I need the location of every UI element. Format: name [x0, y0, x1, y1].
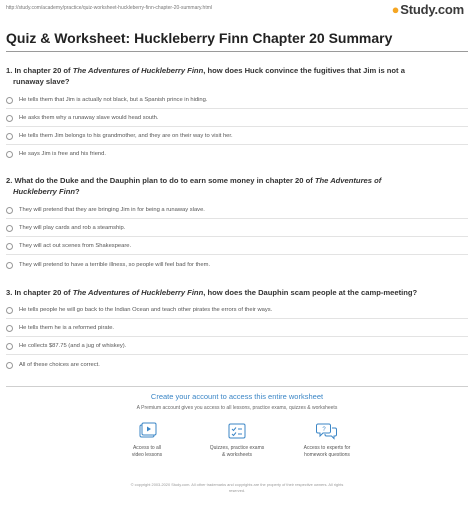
title-divider — [6, 51, 468, 52]
q3-option-1[interactable] — [6, 304, 466, 316]
feature-caption-line2: homework questions — [304, 451, 350, 458]
question-3-suffix: , how does the Dauphin scam people at the camp-meeting? — [203, 288, 418, 297]
radio-button[interactable] — [6, 262, 13, 269]
option-text: They will pretend to have a terrible illness, so people will feel bad for them. — [19, 262, 211, 268]
question-1-book-title: The Adventures of Huckleberry Finn — [72, 66, 204, 75]
option-text: He tells them that Jim is actually not black, but a Spanish prince in hiding. — [19, 97, 208, 103]
question-2-book-title-part1: The Adventures of — [314, 176, 382, 185]
chat-icon — [315, 420, 339, 442]
quiz-icon — [226, 420, 248, 442]
radio-button[interactable] — [6, 343, 13, 350]
footer-line1: © copyright 2003-2020 Study.com. All other trademarks and copyrights are the property of their respective owners. All rights — [130, 482, 344, 487]
q1-option-2[interactable] — [6, 112, 466, 124]
option-text: They will play cards and rob a steamship. — [19, 225, 126, 231]
logo-mark-icon: ● — [391, 2, 400, 17]
feature-caption-line1: Access to all — [132, 445, 162, 451]
question-1-prefix: 1. In chapter 20 of — [6, 66, 73, 75]
question-1 — [6, 65, 466, 87]
option-divider — [6, 354, 468, 355]
video-icon — [136, 420, 158, 442]
option-text: They will act out scenes from Shakespeare. — [19, 243, 132, 249]
copyright-footer — [60, 482, 414, 493]
radio-button[interactable] — [6, 362, 13, 369]
svg-text:?: ? — [322, 427, 326, 433]
q3-option-4[interactable] — [6, 359, 466, 371]
radio-button[interactable] — [6, 325, 13, 332]
radio-button[interactable] — [6, 115, 13, 122]
question-1-suffix: , how does Huck convince the fugitives that Jim is not a — [203, 66, 405, 75]
radio-button[interactable] — [6, 243, 13, 250]
radio-button[interactable] — [6, 133, 13, 140]
option-text: He tells people he will go back to the Indian Ocean and teach other pirates the errors of their ways. — [19, 307, 273, 313]
feature-experts — [277, 420, 377, 458]
question-2 — [6, 175, 466, 197]
q1-option-1[interactable] — [6, 94, 466, 106]
q3-option-3[interactable] — [6, 340, 466, 352]
study-logo[interactable] — [392, 2, 464, 17]
question-1-line2: runaway slave? — [13, 77, 70, 86]
option-text: He asks them why a runaway slave would head south. — [19, 115, 159, 121]
question-2-suffix: ? — [75, 187, 80, 196]
feature-caption-line1: Access to experts for — [303, 445, 351, 451]
feature-video-lessons — [97, 420, 197, 458]
q2-option-1[interactable] — [6, 204, 466, 216]
option-divider — [6, 254, 468, 255]
option-divider — [6, 218, 468, 219]
cta-subtitle: A Premium account gives you access to all lessons, practice exams, quizzes & worksheets — [136, 405, 338, 411]
radio-button[interactable] — [6, 225, 13, 232]
q2-option-3[interactable] — [6, 240, 466, 252]
page-title: Quiz & Worksheet: Huckleberry Finn Chapter 20 Summary — [6, 30, 393, 46]
radio-button[interactable] — [6, 97, 13, 104]
page-url[interactable]: http://study.com/academy/practice/quiz-worksheet-huckleberry-finn-chapter-20-summary.html — [6, 5, 213, 11]
option-divider — [6, 126, 468, 127]
feature-quizzes — [187, 420, 287, 458]
question-3-prefix: 3. In chapter 20 of — [6, 288, 73, 297]
option-text: All of these choices are correct. — [19, 362, 100, 368]
option-divider — [6, 108, 468, 109]
page-header — [0, 0, 474, 26]
feature-caption-line2: video lessons — [131, 451, 163, 458]
option-text: He collects $87.75 (and a jug of whiskey). — [19, 343, 127, 349]
footer-line2: reserved. — [228, 487, 246, 493]
q1-option-4[interactable] — [6, 148, 466, 160]
option-divider — [6, 318, 468, 319]
option-divider — [6, 144, 468, 145]
radio-button[interactable] — [6, 207, 13, 214]
feature-caption-line2: & worksheets — [221, 451, 252, 458]
question-3-book-title: The Adventures of Huckleberry Finn — [72, 288, 204, 297]
q1-option-3[interactable] — [6, 130, 466, 142]
question-3 — [6, 287, 466, 298]
cta-title[interactable]: Create your account to access this entire worksheet — [150, 392, 324, 401]
q2-option-2[interactable] — [6, 222, 466, 234]
option-text: He says Jim is free and his friend. — [19, 151, 106, 157]
question-2-book-title-part2: Huckleberry Finn — [13, 187, 76, 196]
option-divider — [6, 236, 468, 237]
option-text: He tells them Jim belongs to his grandmother, and they are on their way to visit her. — [19, 133, 233, 139]
q3-option-2[interactable] — [6, 322, 466, 334]
option-text: He tells them he is a reformed pirate. — [19, 325, 115, 331]
option-text: They will pretend that they are bringing Jim in for being a runaway slave. — [19, 207, 205, 213]
logo-text: Study.com — [400, 2, 464, 17]
radio-button[interactable] — [6, 151, 13, 158]
radio-button[interactable] — [6, 307, 13, 314]
q2-option-4[interactable] — [6, 259, 466, 271]
cta-divider — [6, 386, 468, 387]
feature-caption-line1: Quizzes, practice exams — [209, 445, 265, 451]
question-2-text: 2. What do the Duke and the Dauphin plan to do to earn some money in chapter 20 of — [6, 176, 315, 185]
option-divider — [6, 336, 468, 337]
